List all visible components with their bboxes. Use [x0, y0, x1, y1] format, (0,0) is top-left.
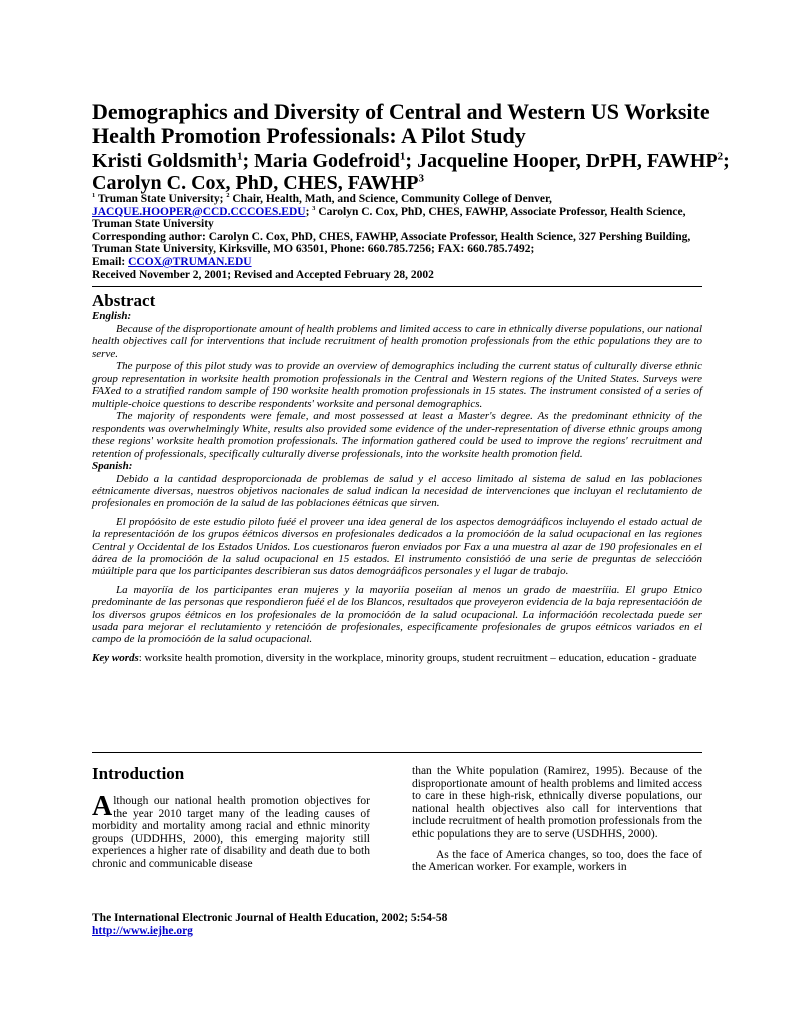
abstract-es-paragraph: La mayoríía de los participantes eran mujeres y la mayoriía poseíían al menos un grado de maestrííia. El grupo Etnico predominante de las personas que respondieron fuéé el de los Blancos, resultados que proveyeron evidencia de la baja representacióón de los diversos grupos éétnicos en los profesionales de la promocióón de la salud ocupacional. La informacióón recolectada puede ser usada para mejorar el reclutamiento y retencióón de profesionales, especificamente profesionales de grupos eétnicos variados en el campo de la promocióón de la salud ocupacional. [92, 584, 702, 645]
abstract [92, 310, 702, 665]
intro-left-column [92, 791, 370, 871]
corresponding-author: Corresponding author: Carolyn C. Cox, PhD, CHES, FAWHP, Associate Professor, Health Science, 327 Pershing Building, Truman State University, Kirksville, MO 63501, Phone: 660.785.7256; FAX: 660.785.7492; [92, 230, 691, 256]
author-sup: 3 [418, 172, 425, 185]
introduction-heading: Introduction [92, 764, 185, 783]
abstract-en-paragraph: The purpose of this pilot study was to provide an overview of demographics including the current status of culturally diverse ethnic group representation in worksite health promotion professionals in the Central and Western regions of the United States. Surveys were FAXed to a stratified random sample of 190 worksite health promotion professionals in 15 states. The instrument consisted of a series of multiple-choice questions to describe respondents' worksite and personal demographics. [92, 360, 702, 410]
divider [92, 752, 702, 753]
abstract-es-paragraph: Debido a la cantidad desproporcionada de problemas de salud y el acceso limitado al sistema de salud en las poblaciones eétnicamente diversas, nuestros objetivos nacionales de salud indican la necesidad de intervenciones que incluyan el reclutamiento de profesionales en promoción de la salud de las poblaciones éétnicas que sirven. [92, 472, 702, 509]
keywords-text: : worksite health promotion, diversity in the workplace, minority groups, student recruitment – education, education - graduate [138, 652, 697, 665]
journal-url-link[interactable]: http://www.iejhe.org [92, 925, 193, 937]
affiliation-line [92, 193, 702, 231]
aff-text: Truman State University; [95, 193, 227, 205]
aff-text: Chair, Health, Math, and Science, Community College of Denver, [229, 193, 552, 205]
affiliations [92, 193, 702, 281]
intro-paragraph: than the White population (Ramirez, 1995). Because of the disproportionate amount of health problems and limited access to care in these high-risk, ethnically diverse populations, our national health objectives also call for interventions that include recruitment of health promotion professionals from the ethic populations they are to serve (USDHHS, 2000). [412, 765, 702, 840]
author-sup: 1 [237, 150, 243, 163]
intro-right-column [412, 765, 702, 874]
author-goldsmith: Kristi Goldsmith [92, 150, 238, 172]
abstract-en-paragraph: The majority of respondents were female, and most possessed at least a Master's degree. As the predominant ethnicity of the respondents was overwhelmingly White, results also provided some evidence of the under-representation of diverse ethnic groups among these regions' worksite health promotion professionals. The information gathered could be used to improve the regions' recruitment and retention of professionals, specifically culturally diverse professionals, into the worksite health promotion field. [92, 410, 702, 460]
email-line [92, 256, 702, 269]
email-link-cox[interactable]: CCOX@TRUMAN.EDU [128, 255, 252, 268]
intro-paragraph: As the face of America changes, so too, does the face of the American worker. For example, workers in [412, 848, 702, 874]
author-list [92, 150, 732, 194]
aff-text: Carolyn C. Cox, PhD, CHES, FAWHP, Associate Professor, Health Science, Truman State University [92, 205, 686, 231]
drop-cap: A [92, 791, 113, 822]
abstract-en-paragraph: Because of the disproportionate amount of health problems and limited access to care in ethnically diverse populations, our national health objectives call for interventions that include recruitment of health promotion professionals from the ethic populations they are to serve. [92, 322, 702, 360]
keywords [92, 652, 702, 665]
author-hooper: ; Jacqueline Hooper, DrPH, FAWHP [405, 150, 718, 172]
author-godefroid: ; Maria Godefroid [242, 150, 400, 172]
received-dates: Received November 2, 2001; Revised and Accepted February 28, 2002 [92, 268, 434, 281]
divider [92, 286, 702, 287]
english-label: English: [92, 310, 132, 322]
email-link-hooper[interactable]: JACQUE.HOOPER@CCD.CCCOES.EDU [92, 205, 306, 218]
author-sup: 1 [399, 150, 406, 163]
author-cox: ; Carolyn C. Cox, PhD, CHES, FAWHP [92, 150, 730, 194]
aff-text: ; [305, 205, 313, 218]
journal-citation: The International Electronic Journal of Health Education, 2002; 5:54-58 [92, 912, 448, 924]
spanish-label: Spanish: [92, 460, 133, 472]
email-label: Email: [92, 255, 129, 268]
author-sup: 2 [717, 150, 724, 163]
keywords-label: Key words [92, 652, 139, 665]
aff-sup: 1 [92, 192, 96, 200]
abstract-heading: Abstract [92, 291, 156, 310]
paper-title: Demographics and Diversity of Central and Western US Worksite Health Promotion Professionals: A Pilot Study [92, 99, 710, 148]
aff-sup: 2 [226, 192, 230, 200]
page-footer [92, 912, 702, 938]
abstract-es-paragraph: El propóósito de este estudio piloto fuéé el proveer una idea general de los aspectos demográáficos incluyendo el estado actual de la representacióón de los grupos éétnicos diversos en profesionales dedicados a la promocióón de la salud ocupacional en las regiones Central y Occidental de los Estados Unidos. Los cuestionaros fueron enviados por Fax a una muestra al azar de 190 profesionales en el áárea de la promocióón de la salud ocupacional en 15 estados. El instrumento consistióó de una serie de preguntas de seleccióón múúltiple para que los participantes describieran sus datos demográáficos personales y el lugar de trabajo. [92, 516, 702, 577]
intro-text-left: lthough our national health promotion objectives for the year 2010 target many of the leading causes of morbidity and mortality among racial and ethnic minority groups (UDDHHS, 2000), this emerging majority still experiences a higher rate of disability and death due to both chronic and communicable disease [92, 795, 370, 870]
aff-sup: 3 [312, 204, 316, 212]
